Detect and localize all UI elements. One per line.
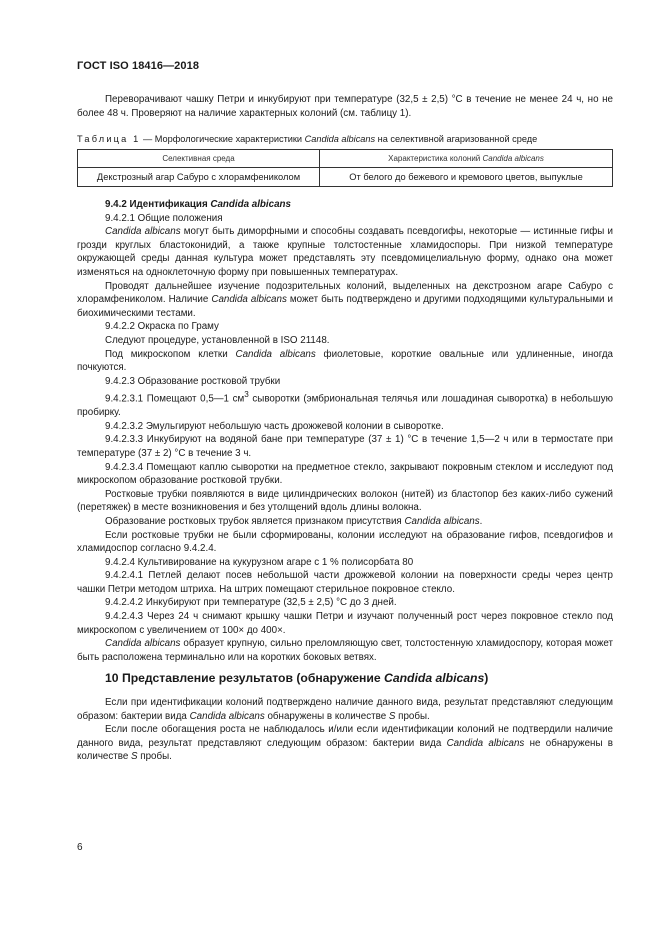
paragraph bbox=[77, 225, 613, 279]
paragraph bbox=[77, 696, 613, 723]
superscript: 3 bbox=[244, 390, 249, 400]
page-number: 6 bbox=[77, 842, 83, 853]
paragraph: 9.4.2.4.2 Инкубируют при температуре (32,5 ± 2,5) °С до 3 дней. bbox=[105, 597, 397, 609]
table-caption-species: Candida albicans bbox=[304, 134, 376, 144]
paragraph bbox=[77, 388, 613, 419]
paragraph: Следуют процедуре, установленной в ISO 21148. bbox=[105, 334, 330, 346]
paragraph bbox=[77, 723, 613, 764]
paragraph-text: 9.4.2.3.1 Помещают 0,5—1 см bbox=[105, 393, 245, 405]
cell-medium: Декстрозный агар Сабуро с хлорамфениколом bbox=[78, 168, 320, 187]
species-name: Candida albicans bbox=[105, 226, 181, 238]
paragraph: Ростковые трубки появляются в виде цилиндрических волокон (нитей) из бластопор без каких-либо сужений (перетяжек) в месте возникновения и без утолщений вдоль длины волокна. bbox=[77, 488, 613, 514]
species-name: Candida albicans bbox=[105, 638, 181, 650]
heading-species: Candida albicans bbox=[210, 199, 291, 210]
subsection-heading-9-4-2 bbox=[77, 198, 613, 212]
paragraph bbox=[77, 637, 613, 664]
paragraph-text: обнаружены в количестве bbox=[264, 710, 389, 722]
paragraph-text: Если после обогащения роста не наблюдалось и/или если идентификации колоний не подтвердили наличие данного вида, результат представляют следующим образом: бактерии вида bbox=[77, 724, 613, 749]
col-header-species: Candida albicans bbox=[482, 154, 544, 163]
paragraph-text: . bbox=[479, 515, 483, 527]
table-caption bbox=[77, 134, 537, 144]
paragraph bbox=[77, 515, 613, 529]
paragraph-text: пробы. bbox=[395, 710, 430, 722]
paragraph: 9.4.2.4.1 Петлей делают посев небольшой части дрожжевой колонии на поверхности среды через центр чашки Петри методом штриха. На штрих помещают стерильное покровное стекло. bbox=[77, 570, 613, 595]
paragraph: 9.4.2.3.2 Эмульгируют небольшую часть дрожжевой колонии в сыворотке. bbox=[105, 420, 444, 432]
intro-paragraph: Переворачивают чашку Петри и инкубируют при температуре (32,5 ± 2,5) °С в течение не менее 24 ч, но не более 48 ч. Проверяют на наличие характерных колоний (см. таблицу 1). bbox=[77, 94, 613, 119]
standard-header: ГОСТ ISO 18416—2018 bbox=[77, 60, 200, 72]
morphology-table bbox=[77, 149, 613, 187]
species-name: Candida albicans bbox=[404, 515, 480, 527]
col-header-characteristic-text: Характеристика колоний bbox=[388, 154, 483, 163]
heading-text: 9.4.2 Идентификация bbox=[105, 199, 211, 210]
col-header-medium: Селективная среда bbox=[78, 150, 320, 168]
variable: S bbox=[131, 751, 138, 763]
heading-text: 10 Представление результатов (обнаружение bbox=[105, 671, 385, 685]
paragraph-text: образует крупную, сильно преломляющую свет, толстостенную хламидоспору, которая может быть расположена терминально или на коротких боковых ветвях. bbox=[77, 638, 613, 663]
paragraph-text: Проводят дальнейшее изучение подозрительных колоний, выделенных на декстрозном агаре Сабуро с хлорамфениколом. Наличие bbox=[77, 280, 613, 306]
subsection-title: 9.4.2.4 Культивирование на кукурузном агаре с 1 % полисорбата 80 bbox=[105, 556, 414, 568]
table-caption-text-end: на селективной агаризованной среде bbox=[375, 134, 538, 144]
paragraph-text: Образование ростковых трубок является признаком присутствия bbox=[105, 515, 405, 527]
subsection-title: 9.4.2.2 Окраска по Граму bbox=[105, 321, 219, 333]
table-label: Таблица 1 bbox=[77, 134, 141, 144]
species-name: Candida albicans bbox=[446, 737, 525, 749]
paragraph-text: не обнаружены в количестве bbox=[77, 737, 613, 763]
paragraph: 9.4.2.4.3 Через 24 ч снимают крышку чашки Петри и изучают полученный рост через покровное стекло под микроскопом с увеличением от 100× до 400×. bbox=[77, 611, 613, 636]
paragraph-text: может быть подтверждено и другими подходящими культуральными и биохимическими тестами. bbox=[77, 294, 614, 319]
paragraph-text: фиолетовые, короткие овальные или удлиненные, иногда почкуются. bbox=[77, 348, 613, 374]
section-9-4-2 bbox=[77, 198, 613, 664]
paragraph-text: сыворотки (эмбриональная телячья или лошадиная сыворотка) в небольшую пробирку. bbox=[77, 393, 613, 419]
species-name: Candida albicans bbox=[189, 710, 265, 722]
table-row bbox=[78, 168, 613, 187]
heading-text-end: ) bbox=[484, 671, 489, 685]
intro-block bbox=[77, 93, 613, 120]
variable: S bbox=[388, 710, 396, 722]
paragraph bbox=[77, 280, 613, 321]
subsection-title: 9.4.2.1 Общие положения bbox=[105, 212, 223, 224]
paragraph: 9.4.2.3.3 Инкубируют на водяной бане при температуре (37 ± 1) °С в течение 1,5—2 ч или в термостате при температуре (37 ± 2) °С в течение 3 ч. bbox=[77, 434, 613, 459]
cell-characteristic: От белого до бежевого и кремового цветов, выпуклые bbox=[320, 168, 613, 187]
paragraph-text: пробы. bbox=[137, 751, 172, 763]
table-caption-text: — Морфологические характеристики bbox=[140, 134, 305, 144]
table-header-row bbox=[78, 150, 613, 168]
species-name: Candida albicans bbox=[235, 348, 316, 360]
species-name: Candida albicans bbox=[211, 294, 287, 306]
paragraph-text: могут быть диморфными и способны создавать псевдогифы, некоторые — истинные гифы и грозди круглых бластоконидий, а также крупные толстостенные хламидоспоры. При низкой температуре окружающей среды данная культура может представлять эту псевдомицелиальную форму, однако она может изменяться на одноклеточную форму при повышенных температурах. bbox=[77, 226, 613, 278]
section-10-heading bbox=[105, 671, 488, 685]
section-10-body bbox=[77, 696, 613, 764]
paragraph-text: Под микроскопом клетки bbox=[105, 348, 236, 360]
paragraph-text: Если при идентификации колоний подтверждено наличие данного вида, результат представляют следующим образом: бактерии вида bbox=[77, 697, 613, 722]
heading-species: Candida albicans bbox=[384, 671, 485, 685]
subsection-title: 9.4.2.3 Образование ростковой трубки bbox=[105, 375, 281, 387]
paragraph bbox=[77, 348, 613, 375]
paragraph: 9.4.2.3.4 Помещают каплю сыворотки на предметное стекло, закрывают покровным стеклом и исследуют под микроскопом образование ростковой трубки. bbox=[77, 461, 613, 487]
paragraph: Если ростковые трубки не были сформированы, колонии исследуют на образование гифов, псевдогифов и хламидоспор согласно 9.4.2.4. bbox=[77, 529, 613, 555]
col-header-characteristic bbox=[320, 150, 613, 168]
